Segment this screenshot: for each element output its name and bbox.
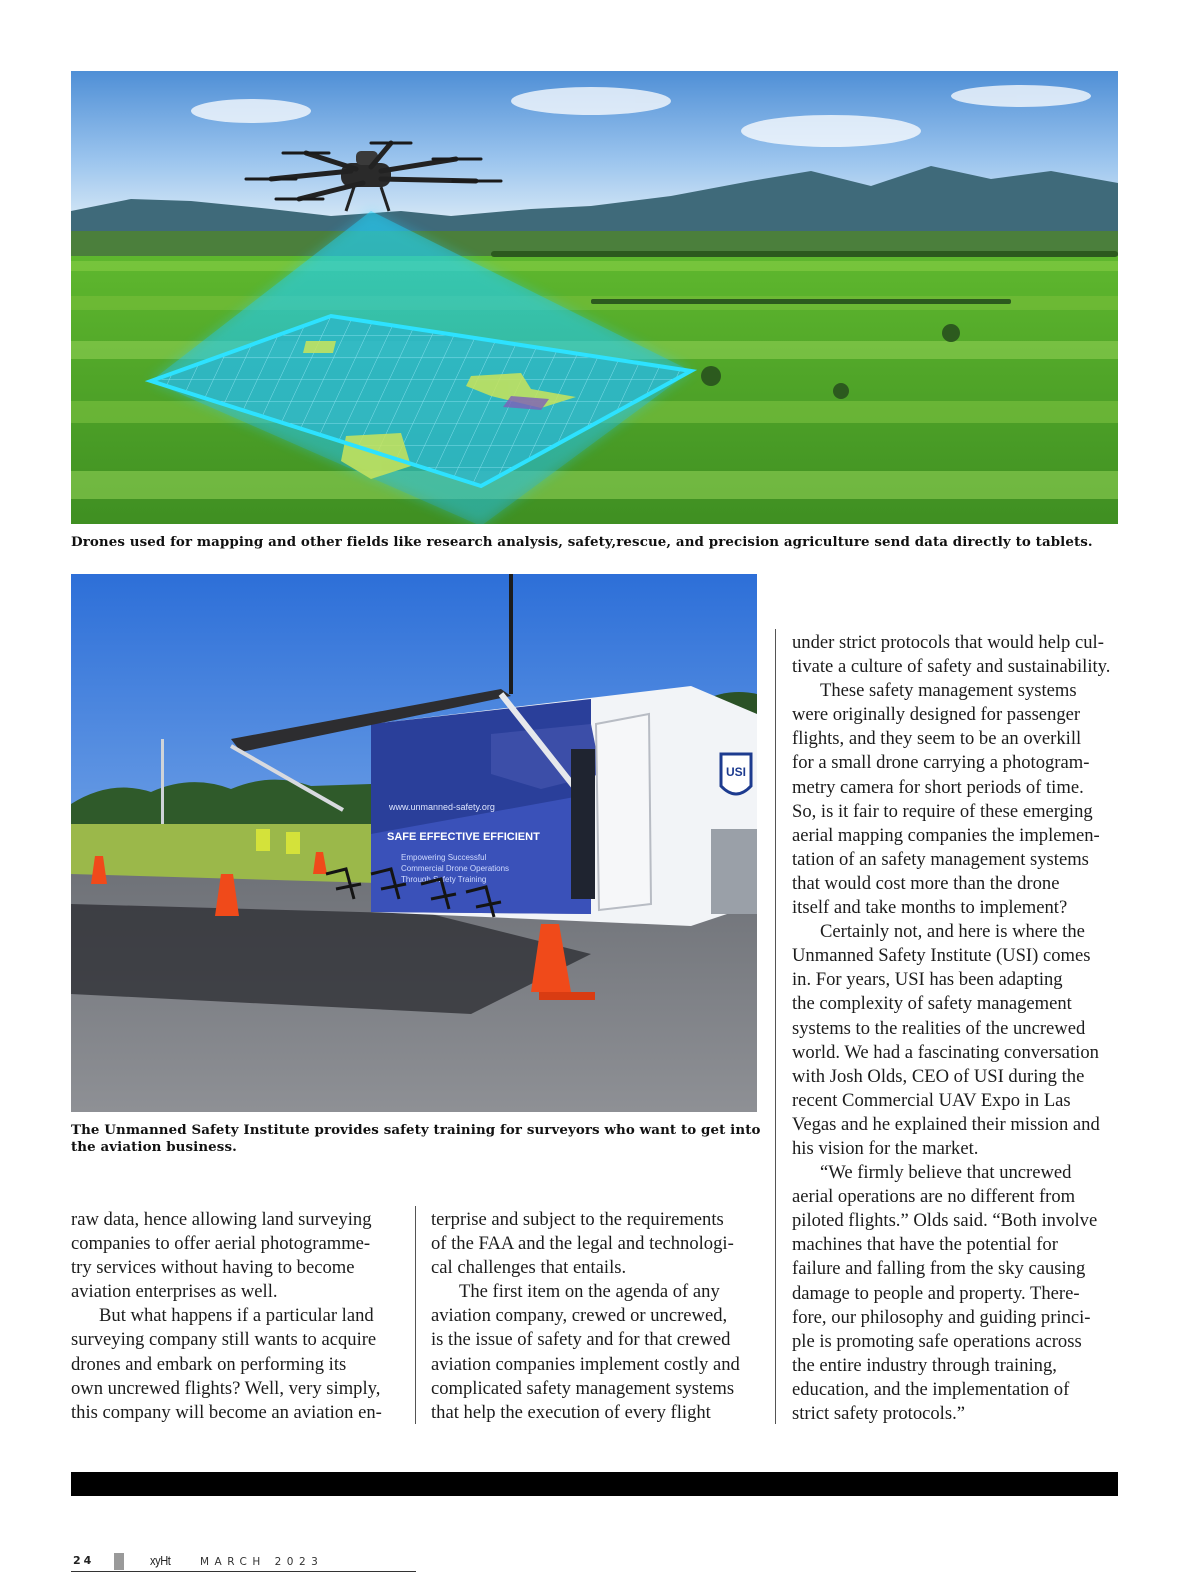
- text-line: aviation enterprises as well.: [71, 1281, 278, 1303]
- text-line: recent Commercial UAV Expo in Las: [792, 1089, 1071, 1111]
- page-number: 24: [73, 1554, 95, 1567]
- text-line: that help the execution of every flight: [431, 1401, 711, 1423]
- usi-trailer-photo: [71, 574, 757, 1112]
- svg-text:USI: USI: [725, 765, 747, 779]
- text-line: itself and take months to implement?: [792, 897, 1068, 919]
- text-line: tation of an safety management systems: [792, 848, 1089, 870]
- text-line: These safety management systems: [820, 680, 1077, 702]
- text-line: ple is promoting safe operations across: [792, 1330, 1082, 1352]
- trailer-line3: Through Safety Training: [401, 875, 487, 884]
- paragraph: [71, 1304, 401, 1424]
- trailer-line1: Empowering Successful: [401, 853, 487, 862]
- text-line: is the issue of safety and for that crewed: [431, 1329, 731, 1351]
- drone-mapping-photo: [71, 71, 1118, 524]
- usi-trailer-illustration: [71, 574, 757, 1112]
- text-line: aviation company, crewed or uncrewed,: [431, 1305, 728, 1327]
- text-line: “We firmly believe that uncrewed: [820, 1162, 1072, 1184]
- text-line: Certainly not, and here is where the: [820, 921, 1085, 943]
- text-line: systems to the realities of the uncrewed: [792, 1017, 1086, 1039]
- text-line: his vision for the market.: [792, 1137, 979, 1159]
- text-line: damage to people and property. There-: [792, 1282, 1080, 1304]
- text-line: terprise and subject to the requirements: [431, 1209, 724, 1230]
- paragraph: [792, 631, 1122, 679]
- text-line: machines that have the potential for: [792, 1234, 1058, 1256]
- paragraph: [431, 1208, 761, 1280]
- text-line: surveying company still wants to acquire: [71, 1329, 377, 1351]
- trailer-website: www.unmanned-safety.org: [389, 802, 495, 812]
- paragraph: [792, 920, 1122, 1161]
- paragraph: [792, 679, 1122, 920]
- text-line: The first item on the agenda of any: [459, 1281, 720, 1303]
- text-line: that would cost more than the drone: [792, 872, 1060, 894]
- usi-logo: [721, 754, 751, 794]
- text-line: education, and the implementation of: [792, 1378, 1070, 1400]
- text-line: the complexity of safety management: [792, 993, 1072, 1015]
- text-line: Unmanned Safety Institute (USI) comes: [792, 945, 1091, 967]
- article-column-1: [71, 1208, 401, 1425]
- text-line: the entire industry through training,: [792, 1354, 1057, 1376]
- footer-rule: [71, 1571, 416, 1572]
- trailer-line2: Commercial Drone Operations: [401, 864, 510, 873]
- text-line: try services without having to become: [71, 1257, 355, 1279]
- text-line: world. We had a fascinating conversation: [792, 1041, 1099, 1063]
- article-column-2: [431, 1208, 761, 1425]
- text-line: were originally designed for passenger: [792, 704, 1081, 726]
- text-line: aviation companies implement costly and: [431, 1353, 740, 1375]
- text-line: complicated safety management systems: [431, 1377, 735, 1399]
- paragraph: [431, 1280, 761, 1425]
- caption-line: The Unmanned Safety Institute provides safety training for surveyors who want to get into: [71, 1122, 761, 1138]
- text-line: own uncrewed flights? Well, very simply,: [71, 1377, 381, 1399]
- photo-caption-top: Drones used for mapping and other fields like research analysis, safety,rescue, and precision agriculture send data directly to tablets.: [71, 534, 1093, 550]
- text-line: failure and falling from the sky causing: [792, 1258, 1086, 1280]
- magazine-name: xyHt: [150, 1553, 171, 1568]
- footer-bar: [71, 1472, 1118, 1496]
- paragraph: [792, 1161, 1122, 1426]
- text-line: piloted flights.” Olds said. “Both involve: [792, 1210, 1098, 1232]
- text-line: flights, and they seem to be an overkill: [792, 728, 1082, 750]
- text-line: raw data, hence allowing land surveying: [71, 1209, 372, 1230]
- text-line: fore, our philosophy and guiding princi-: [792, 1306, 1091, 1328]
- photo-caption-middle: [71, 1122, 761, 1156]
- text-line: with Josh Olds, CEO of USI during the: [792, 1065, 1085, 1087]
- footer-divider-block: [114, 1553, 124, 1570]
- caption-line: the aviation business.: [71, 1139, 237, 1155]
- column-divider: [415, 1206, 416, 1424]
- text-line: drones and embark on performing its: [71, 1353, 347, 1375]
- paragraph: [71, 1208, 401, 1304]
- text-line: aerial mapping companies the implemen-: [792, 824, 1100, 846]
- article-column-3: [792, 631, 1122, 1426]
- text-line: this company will become an aviation en-: [71, 1401, 382, 1423]
- text-line: metry camera for short periods of time.: [792, 776, 1084, 798]
- text-line: for a small drone carrying a photogram-: [792, 752, 1090, 774]
- text-line: strict safety protocols.”: [792, 1403, 965, 1424]
- text-line: cal challenges that entails.: [431, 1257, 627, 1279]
- trailer-tagline: SAFE EFFECTIVE EFFICIENT: [387, 831, 540, 843]
- text-line: But what happens if a particular land: [99, 1305, 374, 1327]
- text-line: companies to offer aerial photogramme-: [71, 1233, 371, 1255]
- text-line: Vegas and he explained their mission and: [792, 1113, 1100, 1135]
- text-line: of the FAA and the legal and technologi-: [431, 1233, 734, 1255]
- text-line: So, is it fair to require of these emerging: [792, 800, 1093, 822]
- column-divider: [775, 629, 776, 1424]
- drone-mapping-illustration: [71, 71, 1118, 524]
- issue-date: MARCH 2023: [200, 1556, 324, 1568]
- text-line: under strict protocols that would help cul-: [792, 632, 1104, 653]
- text-line: tivate a culture of safety and sustainability.: [792, 656, 1111, 678]
- text-line: in. For years, USI has been adapting: [792, 969, 1063, 991]
- text-line: aerial operations are no different from: [792, 1186, 1076, 1208]
